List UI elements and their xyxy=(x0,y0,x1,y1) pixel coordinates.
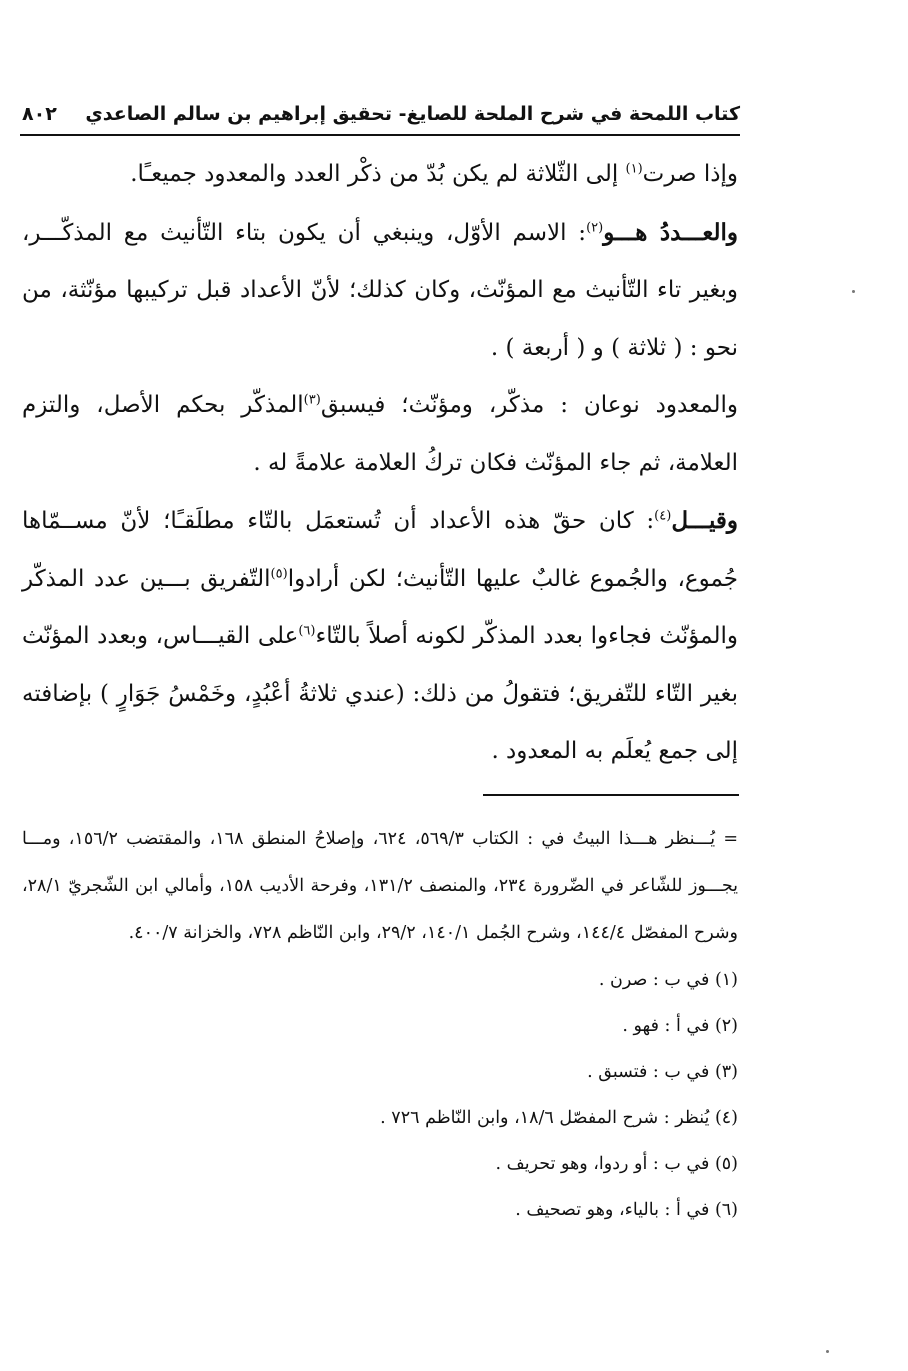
footnote-1: (١) في ب : صرن . xyxy=(598,970,738,990)
footnote-number: (٢) xyxy=(714,1016,738,1036)
page-header xyxy=(22,96,740,132)
footnote-divider xyxy=(483,794,739,796)
paragraph-2: والعـــددُ هـــو$^{(٢)}$: الاسم الأوّل، وينبغي أن يكون بتاء التّأنيث مع المذكّـــر، وبغير تاء التّأنيث مع المؤنّث، وكان كذلك؛ لأنّ الأعداد قبل تركيبها مؤنّثة، من نحو : ( ثلاثة ) و ( أربعة ) . xyxy=(22,218,738,361)
footnote-3: (٣) في ب : فتسبق . xyxy=(587,1062,738,1082)
header-title: كتاب اللمحة في شرح الملحة للصايغ- تحقيق إبراهيم بن سالم الصاعدي xyxy=(85,103,740,125)
footnote-2: (٢) في أ : فهو . xyxy=(622,1016,738,1036)
footnote-5: (٥) في ب : أو ردوا، وهو تحريف . xyxy=(495,1154,738,1174)
footnote-number: (٤) xyxy=(714,1108,738,1128)
page-number: ٨٠٢ xyxy=(22,103,57,125)
paragraph-2-label: والعـــددُ هـــو xyxy=(603,218,738,246)
footnote-number: (٣) xyxy=(714,1062,738,1082)
footnote-number: (٥) xyxy=(714,1154,738,1174)
footnote-ref-1[interactable]: (١) xyxy=(625,161,643,177)
scan-speck xyxy=(852,290,855,293)
footnote-ref-5[interactable]: (٥) xyxy=(270,565,288,581)
scan-speck xyxy=(826,1350,829,1353)
footnote-ref-3[interactable]: (٣) xyxy=(303,392,321,408)
footnote-6: (٦) في أ : بالياء، وهو تصحيف . xyxy=(515,1200,738,1220)
footnote-number: (١) xyxy=(714,970,738,990)
footnote-ref-4[interactable]: (٤) xyxy=(654,508,672,524)
footnote-4: (٤) يُنظر : شرح المفصّل ١٨/٦، وابن النّاظم ٧٢٦ . xyxy=(380,1108,738,1128)
footnote-number: (٦) xyxy=(714,1200,738,1220)
footnote-continuation: = يُـــنظر هـــذا البيتُ في : الكتاب ٥٦٩/٣، ٦٢٤، وإصلاحُ المنطق ١٦٨، والمقتضب ١٥٦/٢، ومـــا يجـــوز للشّاعر في الضّرورة ٢٣٤، والمنصف ١٣١/٢، وفرحة الأديب ١٥٨، وأمالي ابن الشّجريّ ٢٨/١، وشرح المفصّل ١٤٤/٤، وشرح الجُمل ١٤٠/١، ٢٩/٢، وابن النّاظم ٧٢٨، والخزانة ٤٠٠/٧. xyxy=(22,829,739,943)
header-rule xyxy=(20,134,740,136)
paragraph-1: وإذا صرت$^{(١)}$ إلى الثّلاثة لم يكن بُدّ من ذكْر العدد والمعدود جميعـًا. xyxy=(130,161,738,187)
footnote-ref-2[interactable]: (٢) xyxy=(586,219,604,235)
footnote-ref-6[interactable]: (٦) xyxy=(298,623,316,639)
paragraph-3: والمعدود نوعان : مذكّر، ومؤنّث؛ فيسبق$^{(٣)}$المذكّر بحكم الأصل، والتزم العلامة، ثم جاء المؤنّث فكان تركُ العلامة علامةً له . xyxy=(22,392,738,476)
main-text xyxy=(22,146,738,781)
paragraph-4: وقيـــل$^{(٤)}$: كان حقّ هذه الأعداد أن تُستعمَل بالتّاء مطلَقـًا؛ لأنّ مســمّاها جُموع، والجُموع غالبٌ عليها التّأنيث؛ لكن أرادوا$^{(٥)}$التّفريق بـــين عدد المذكّر والمؤنّث فجاءوا بعدد المذكّر لكونه أصلاً بالتّاء$^{(٦)}$على القيـــاس، وبعدد المؤنّث بغير التّاء للتّفريق؛ فتقولُ من ذلك: (عندي ثلاثةُ أعْبُدٍ، وخَمْسُ جَوَارٍ ) بإضافته إلى جمع يُعلَم به المعدود . xyxy=(22,507,738,764)
paragraph-4-label: وقيـــل xyxy=(671,507,738,534)
footnotes xyxy=(22,816,738,1233)
